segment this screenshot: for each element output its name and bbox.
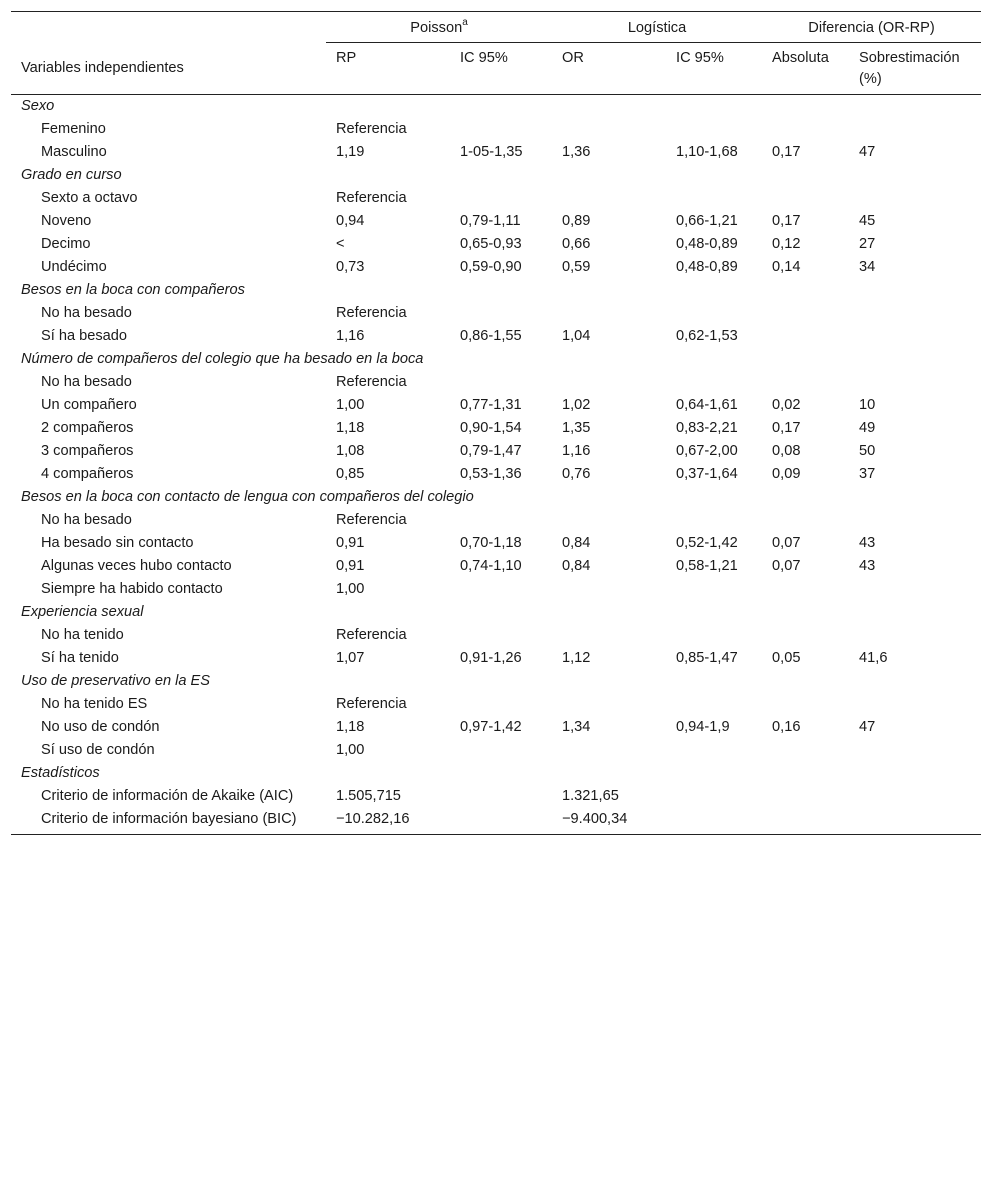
cell-or [552,118,666,141]
row-label: Criterio de información de Akaike (AIC) [41,788,294,804]
cell-or: 0,84 [562,535,591,551]
cell-absoluta [762,578,849,601]
section-title: Besos en la boca con compañeros [21,282,245,298]
cell-absoluta [762,187,849,210]
cell-or: 1,04 [562,328,591,344]
row-label: Femenino [41,121,106,137]
cell-absoluta: 0,14 [772,259,801,275]
cell-or-ci: 0,58-1,21 [676,558,738,574]
row-label: No ha tenido [41,627,124,643]
table-row [11,417,981,440]
cell-rp-ci [450,118,552,141]
cell-rp: Referencia [336,627,407,643]
cell-rp-ci: 0,77-1,31 [460,397,522,413]
cell-absoluta: 0,08 [772,443,801,459]
cell-absoluta [762,118,849,141]
cell-absoluta [762,739,849,762]
section-title: Sexo [21,98,55,114]
cell-rp: Referencia [336,696,407,712]
cell-absoluta: 0,09 [772,466,801,482]
cell-sobrestimacion [849,624,981,647]
cell-or-ci: 0,94-1,9 [676,719,730,735]
cell-absoluta [762,785,849,808]
cell-absoluta: 0,07 [772,535,801,551]
cell-or [552,624,666,647]
cell-or-ci: 1,10-1,68 [676,144,738,160]
row-label: Noveno [41,213,92,229]
table-row [11,578,981,601]
header-or: OR [552,43,666,95]
table-row [11,141,981,164]
row-label: Masculino [41,144,107,160]
cell-sobrestimacion [849,693,981,716]
cell-rp: 1,07 [336,650,365,666]
cell-rp-ci [450,808,552,835]
cell-rp: 0,73 [336,259,365,275]
cell-absoluta: 0,17 [772,213,801,229]
cell-rp: 0,85 [336,466,365,482]
cell-or: 1.321,65 [562,788,619,804]
cell-rp-ci: 0,65-0,93 [460,236,522,252]
cell-or-ci [666,808,762,835]
section-title: Número de compañeros del colegio que ha besado en la boca [21,351,424,367]
cell-rp-ci: 0,79-1,11 [460,213,521,229]
cell-sobrestimacion: 47 [859,144,876,160]
cell-or-ci [666,693,762,716]
cell-rp-ci [450,624,552,647]
cell-or [552,739,666,762]
row-label: No uso de condón [41,719,160,735]
cell-absoluta: 0,12 [772,236,801,252]
table-row [11,187,981,210]
cell-sobrestimacion: 49 [859,420,876,436]
header-absoluta: Absoluta [762,43,849,95]
cell-rp: 1,00 [336,397,365,413]
cell-or-ci [666,624,762,647]
cell-rp-ci: 0,59-0,90 [460,259,522,275]
row-label: Criterio de información bayesiano (BIC) [11,808,326,835]
cell-or-ci: 0,85-1,47 [676,650,738,666]
cell-rp: 1,18 [336,719,365,735]
header-group-diferencia: Diferencia (OR-RP) [762,12,981,43]
cell-or-ci [666,118,762,141]
cell-or-ci [666,578,762,601]
cell-or [552,578,666,601]
header-group-poisson: Poisson$^a$ [326,12,552,43]
cell-or-ci: 0,37-1,64 [676,466,738,482]
cell-or-ci [666,785,762,808]
section-row [11,486,981,509]
section-row [11,762,981,785]
table-row [11,463,981,486]
cell-or: 0,66 [562,236,591,252]
header-sobrestimacion: Sobrestimación (%) [849,43,981,95]
row-label: Sí ha besado [41,328,128,344]
table-row [11,118,981,141]
cell-rp-ci: 0,74-1,10 [460,558,522,574]
header-rp: RP [326,43,450,95]
cell-or [552,509,666,532]
cell-or [552,693,666,716]
table-body [11,95,981,835]
table-row [11,371,981,394]
table-row [11,555,981,578]
table-row [11,647,981,670]
cell-or: 0,84 [562,558,591,574]
header-group-row [11,12,981,43]
section-title: Uso de preservativo en la ES [21,673,211,689]
cell-rp: 1,00 [336,742,365,758]
cell-sobrestimacion [849,325,981,348]
cell-rp: Referencia [336,374,407,390]
cell-or-ci: 0,48-0,89 [676,259,738,275]
table-row [11,210,981,233]
cell-or: 0,89 [562,213,591,229]
cell-or-ci: 0,67-2,00 [676,443,738,459]
section-title: Besos en la boca con contacto de lengua con compañeros del colegio [21,489,474,505]
section-row [11,164,981,187]
cell-rp: 0,91 [336,558,365,574]
cell-absoluta: 0,07 [772,558,801,574]
cell-rp-ci: 1-05-1,35 [460,144,523,160]
cell-rp-ci: 0,97-1,42 [460,719,522,735]
cell-or: 1,02 [562,397,591,413]
table-row [11,693,981,716]
cell-or [552,371,666,394]
table-row [11,808,981,835]
cell-absoluta [762,808,849,835]
cell-rp-ci [450,187,552,210]
section-title: Grado en curso [21,167,122,183]
header-sub-row [11,43,981,95]
cell-or-ci: 0,62-1,53 [676,328,738,344]
row-label: Un compañero [41,397,137,413]
cell-or-ci [666,509,762,532]
cell-sobrestimacion: 50 [859,443,876,459]
row-label: Siempre ha habido contacto [41,581,223,597]
cell-rp-ci: 0,91-1,26 [460,650,522,666]
cell-absoluta [762,693,849,716]
cell-or: 0,59 [562,259,591,275]
cell-rp-ci [450,509,552,532]
cell-absoluta [762,371,849,394]
cell-rp: < [336,236,345,252]
regression-comparison-table [11,11,981,835]
cell-or: 0,76 [562,466,591,482]
cell-or-ci [666,302,762,325]
table-row [11,302,981,325]
cell-rp-ci: 0,79-1,47 [460,443,522,459]
cell-or: −9.400,34 [552,808,666,835]
cell-rp-ci [450,302,552,325]
cell-rp-ci: 0,86-1,55 [460,328,522,344]
table-row [11,532,981,555]
cell-sobrestimacion: 27 [859,236,876,252]
cell-rp-ci: 0,90-1,54 [460,420,522,436]
row-label: Sexto a octavo [41,190,138,206]
row-label: 3 compañeros [41,443,134,459]
cell-sobrestimacion: 43 [859,558,876,574]
cell-absoluta: 0,05 [772,650,801,666]
cell-rp: 1.505,715 [336,788,401,804]
header-or-ci: IC 95% [666,43,762,95]
table-row [11,624,981,647]
cell-sobrestimacion: 37 [859,466,876,482]
cell-or: 1,16 [562,443,591,459]
table-row [11,256,981,279]
cell-rp: 1,16 [336,328,365,344]
cell-sobrestimacion [849,808,981,835]
cell-absoluta [762,325,849,348]
cell-sobrestimacion [849,509,981,532]
cell-sobrestimacion [849,118,981,141]
cell-or-ci: 0,52-1,42 [676,535,738,551]
header-rp-ci: IC 95% [450,43,552,95]
row-label: 2 compañeros [41,420,134,436]
cell-rp-ci: 0,53-1,36 [460,466,522,482]
table-row [11,233,981,256]
cell-or-ci: 0,83-2,21 [676,420,738,436]
cell-sobrestimacion [849,739,981,762]
cell-or-ci [666,371,762,394]
row-label: Algunas veces hubo contacto [41,558,232,574]
cell-rp: −10.282,16 [326,808,450,835]
cell-absoluta: 0,17 [772,420,801,436]
cell-sobrestimacion [849,187,981,210]
cell-rp-ci [450,785,552,808]
cell-sobrestimacion [849,578,981,601]
row-label: No ha tenido ES [41,696,148,712]
cell-rp: 0,91 [336,535,365,551]
cell-rp-ci [450,578,552,601]
cell-absoluta [762,624,849,647]
row-label: Ha besado sin contacto [41,535,194,551]
cell-rp-ci: 0,70-1,18 [460,535,522,551]
header-empty-cell [11,12,326,43]
cell-rp: 1,08 [336,443,365,459]
table-row [11,509,981,532]
cell-sobrestimacion: 43 [859,535,876,551]
cell-or: 1,12 [562,650,591,666]
cell-or-ci: 0,66-1,21 [676,213,738,229]
cell-absoluta: 0,16 [772,719,801,735]
row-label: Undécimo [41,259,107,275]
cell-or-ci: 0,64-1,61 [676,397,738,413]
row-label: Decimo [41,236,91,252]
cell-or-ci [666,739,762,762]
section-title: Experiencia sexual [21,604,144,620]
row-label: Sí uso de condón [41,742,155,758]
cell-absoluta [762,302,849,325]
section-title: Estadísticos [21,765,100,781]
cell-sobrestimacion: 10 [859,397,876,413]
cell-rp: Referencia [336,121,407,137]
cell-rp: Referencia [336,190,407,206]
cell-or [552,302,666,325]
cell-or: 1,35 [562,420,591,436]
cell-rp: 1,19 [336,144,365,160]
cell-sobrestimacion [849,371,981,394]
cell-absoluta: 0,02 [772,397,801,413]
cell-rp: 1,00 [336,581,365,597]
row-label: No ha besado [41,512,132,528]
table-row [11,394,981,417]
cell-rp: 0,94 [336,213,365,229]
table-row [11,785,981,808]
section-row [11,601,981,624]
cell-or: 1,34 [562,719,591,735]
cell-sobrestimacion [849,785,981,808]
cell-rp-ci [450,371,552,394]
table-row [11,739,981,762]
cell-sobrestimacion: 41,6 [859,650,888,666]
row-label: Sí ha tenido [41,650,119,666]
section-row [11,279,981,302]
table-row [11,440,981,463]
cell-absoluta: 0,17 [772,144,801,160]
table-row [11,325,981,348]
cell-rp: Referencia [336,305,407,321]
cell-sobrestimacion: 34 [859,259,876,275]
row-label: 4 compañeros [41,466,134,482]
cell-rp: 1,18 [336,420,365,436]
table-row [11,716,981,739]
cell-or-ci [666,187,762,210]
row-label: No ha besado [41,374,132,390]
cell-sobrestimacion [849,302,981,325]
cell-sobrestimacion: 47 [859,719,876,735]
cell-or: 1,36 [562,144,591,160]
section-row [11,348,981,371]
cell-rp: Referencia [336,512,407,528]
section-row [11,95,981,119]
cell-or [552,187,666,210]
row-label: No ha besado [41,305,132,321]
cell-rp-ci [450,739,552,762]
header-row-label: Variables independientes [11,43,326,95]
cell-absoluta [762,509,849,532]
cell-or-ci: 0,48-0,89 [676,236,738,252]
header-group-logistica: Logística [552,12,762,43]
cell-rp-ci [450,693,552,716]
section-row [11,670,981,693]
cell-sobrestimacion: 45 [859,213,876,229]
